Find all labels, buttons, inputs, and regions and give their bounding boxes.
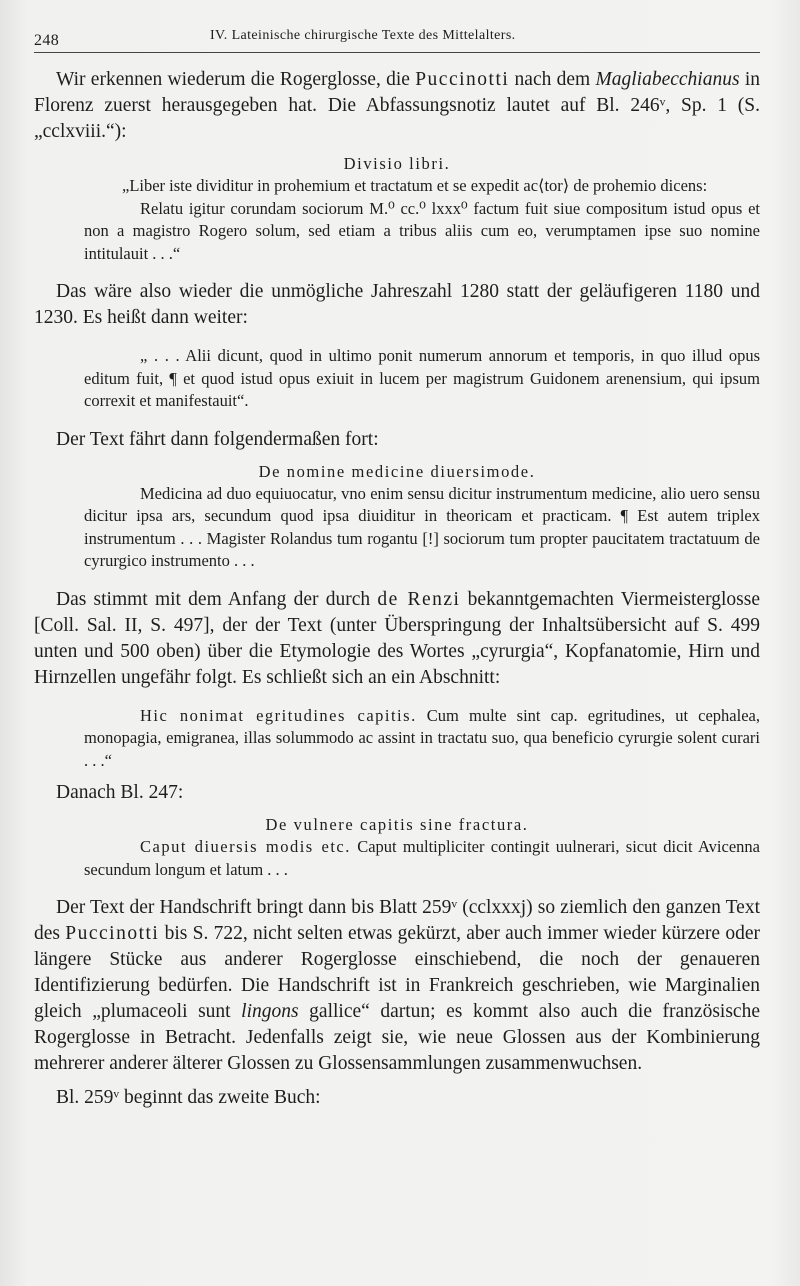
text-run: Das stimmt mit dem Anfang der durch: [56, 588, 378, 610]
page-body: [34, 67, 760, 1111]
quote-line: Relatu igitur corundam sociorum M.⁰ cc.⁰ lxxx⁰ factum fuit siue compositum istud opus et non a magistro Rogero solum, sed etiam a tribus aliis cum eo, verumptamen ipse suo nomine intitulauit . . .“: [84, 198, 760, 263]
text-run: nach dem: [509, 69, 596, 90]
section-heading-de-vulnere: De vulnere capitis sine fractura.: [265, 815, 529, 834]
quote-line: [84, 705, 760, 773]
text-run: bekanntgemachten Viermeisterglosse [Coll. Sal. II, S. 497], der der Text (unter Überspringung der Inhaltsübersicht auf S. 499 unten und 500 oben) über die Etymologie des Wortes „cyrurgia“, Kopfanatomie, Hirn und Hirnzellen ungefähr folgt. Es schließt sich an ein Abschnitt:: [34, 588, 760, 688]
text-run: gallice“ dartun; es kommt also auch die französische Rogerglosse in Betracht. Jedenfalls zeigt sie, wie neue Glossen aus der Kombinierung mehrerer anderer älterer Glossen zu Glossensammlungen zusammenwuchsen.: [34, 1001, 760, 1074]
paragraph-viermeister: [34, 587, 760, 691]
paragraph-jahreszahl: Das wäre also wieder die unmögliche Jahreszahl 1280 statt der geläufigeren 1180 und 1230. Es heißt dann weiter:: [34, 281, 760, 328]
quote-line: „Liber iste dividitur in prohemium et tractatum et se expedit ac⟨tor⟩ de prohemio dicens:: [122, 176, 708, 195]
text-run: in Florenz zuerst herausgegeben hat. Die Abfassungsnotiz lautet auf Bl. 246ᵛ, Sp. 1 (S. „cclxviii.“):: [34, 69, 761, 142]
paragraph-fortsetzung: Der Text fährt dann folgendermaßen fort:: [56, 428, 379, 450]
paragraph-intro: [34, 67, 760, 145]
quote-line: Medicina ad duo equiuocatur, vno enim sensu dicitur instrumentum medicine, alio uero sensu dicitur ipsa ars, secundum quod ipsa diuiditur in theoricam et practicam. ¶ Est autem triplex instrumentum . . . Magister Rolandus tum rogantu [!] sociorum tum propter paucitatem tractatuum de cyrurgico instrumento . . .: [84, 483, 760, 570]
running-header: [34, 22, 760, 53]
quote-heading: Caput diuersis modis etc.: [140, 837, 351, 856]
paragraph-danach: Danach Bl. 247:: [56, 782, 184, 803]
author-name: Puccinotti: [65, 923, 160, 944]
text-run: Der Text der Handschrift bringt dann bis Blatt 259ᵛ (cclxxxj) so ziemlich den ganzen Text des: [34, 897, 760, 944]
page-number: 248: [34, 32, 60, 49]
section-heading-divisio: Divisio libri.: [343, 154, 451, 173]
running-title: IV. Lateinische chirurgische Texte des Mittelalters.: [210, 28, 516, 43]
paragraph-zweites-buch: Bl. 259ᵛ beginnt das zweite Buch:: [56, 1087, 321, 1108]
author-name: de Renzi: [377, 588, 461, 610]
quote-heading: Hic nonimat egritudines capitis.: [140, 705, 417, 725]
author-name: Puccinotti: [415, 69, 510, 90]
manuscript-name: Magliabecchianus: [595, 69, 740, 90]
text-run: bis S. 722, nicht selten etwas gekürzt, aber auch immer wieder kürzere oder längere Stücke aus anderer Rogerglosse einschiebend, die noch der genaueren Identifizierung bedürfen. Die Handschrift ist in Frankreich geschrieben, wie Marginalien gleich „plumaceoli sunt: [34, 923, 760, 1022]
quote-line: „ . . . Alii dicunt, quod in ultimo ponit numerum annorum et temporis, in quo illud opus editum fuit, ¶ et quod istud opus exiuit in lucem per magistrum Guidonem arenensium, qui ipsum correxit et manifestauit“.: [84, 346, 760, 410]
section-heading-de-nomine: De nomine medicine diuersimode.: [258, 461, 536, 481]
text-run: Wir erkennen wiederum die Rogerglosse, die: [56, 69, 416, 90]
paragraph-handschrift: [34, 895, 760, 1077]
quote-block-4: [84, 705, 760, 773]
quote-block-1: [84, 175, 760, 265]
text-run: Cum multe sint cap. egritudines, ut cephalea, monopagia, emigranea, illas solummodo ac assint in tractatu suo, qua beneficio cyrurgie solent curari . . .“: [84, 705, 760, 770]
quote-line: [84, 836, 760, 881]
quote-block-3: [84, 483, 760, 573]
quote-block-5: [84, 836, 760, 881]
quote-block-2: [84, 345, 760, 413]
text-run: Caput multipliciter contingit uulnerari, sicut dicit Avicenna secundum longum et latum . . .: [84, 837, 760, 879]
foreign-word: lingons: [241, 1001, 299, 1022]
